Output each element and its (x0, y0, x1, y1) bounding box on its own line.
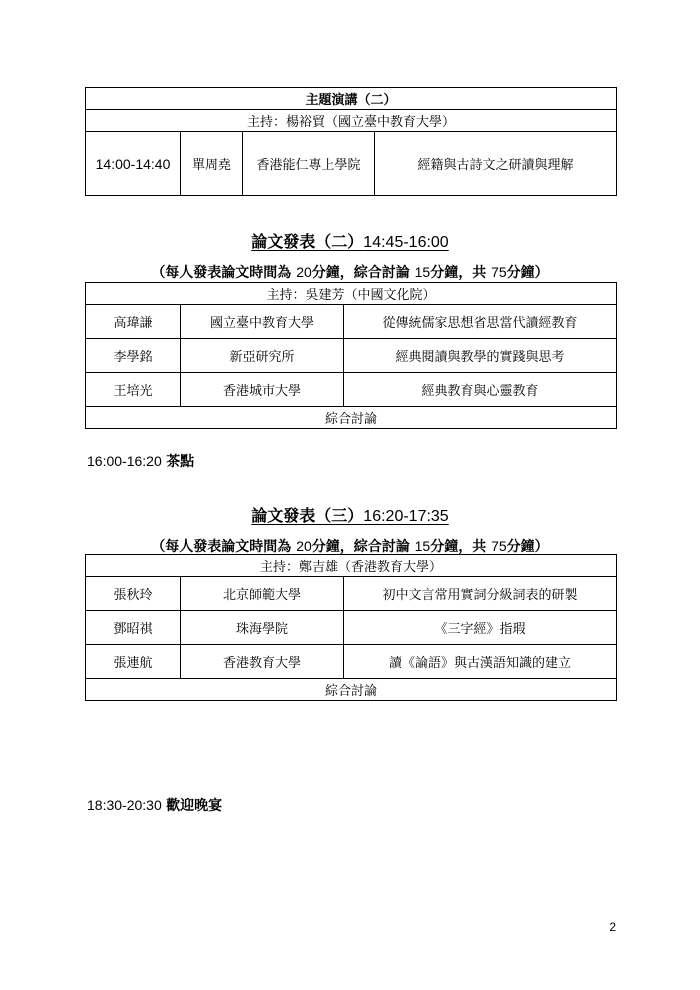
welcome-dinner: 18:30-20:30 歡迎晚宴 (87, 797, 223, 814)
page-number: 2 (609, 920, 616, 934)
presenter-name: 王培光 (86, 373, 181, 407)
presenter-affiliation: 香港城市大學 (181, 373, 344, 407)
session3-host: 主持：鄭吉雄（香港教育大學） (86, 555, 617, 577)
keynote-time: 14:00-14:40 (86, 132, 181, 196)
presentation-topic: 讀《論語》與古漢語知識的建立 (344, 645, 617, 679)
session2-table (85, 282, 617, 429)
presenter-affiliation: 國立臺中教育大學 (181, 305, 344, 339)
session3-rules: （每人發表論文時間為 20分鐘，綜合討論 15分鐘，共 75分鐘） (151, 538, 549, 555)
presenter-name: 高瑋謙 (86, 305, 181, 339)
keynote-speaker: 單周堯 (181, 132, 243, 196)
presenter-affiliation: 香港教育大學 (181, 645, 344, 679)
presenter-name: 張秋玲 (86, 577, 181, 611)
table-row (86, 373, 617, 407)
presentation-topic: 經典教育與心靈教育 (344, 373, 617, 407)
session3-title: 論文發表（三）16:20-17:35 (251, 506, 449, 525)
session2-rules: （每人發表論文時間為 20分鐘，綜合討論 15分鐘，共 75分鐘） (151, 264, 549, 281)
table-row (86, 305, 617, 339)
session3-discussion: 綜合討論 (86, 679, 617, 701)
session2-title: 論文發表（二）14:45-16:00 (251, 232, 449, 251)
presentation-topic: 初中文言常用實詞分級詞表的研製 (344, 577, 617, 611)
keynote-host: 主持：楊裕貿（國立臺中教育大學） (86, 110, 617, 132)
presenter-name: 鄧昭祺 (86, 611, 181, 645)
presentation-topic: 經典閱讀與教學的實踐與思考 (344, 339, 617, 373)
keynote-topic: 經籍與古詩文之研讀與理解 (375, 132, 617, 196)
table-row (86, 339, 617, 373)
session2-discussion: 綜合討論 (86, 407, 617, 429)
presentation-topic: 從傳統儒家思想省思當代讀經教育 (344, 305, 617, 339)
session3-table (85, 554, 617, 701)
presentation-topic: 《三字經》指瑕 (344, 611, 617, 645)
keynote-affiliation: 香港能仁專上學院 (243, 132, 375, 196)
presenter-affiliation: 新亞研究所 (181, 339, 344, 373)
presenter-name: 李學銘 (86, 339, 181, 373)
table-row (86, 611, 617, 645)
keynote-table (85, 87, 617, 196)
table-row (86, 577, 617, 611)
presenter-name: 張連航 (86, 645, 181, 679)
presenter-affiliation: 珠海學院 (181, 611, 344, 645)
session2-host: 主持：吳建芳（中國文化院） (86, 283, 617, 305)
tea-break: 16:00-16:20 茶點 (87, 453, 195, 470)
table-row (86, 645, 617, 679)
presenter-affiliation: 北京師範大學 (181, 577, 344, 611)
keynote-title: 主題演講（二） (86, 88, 617, 110)
